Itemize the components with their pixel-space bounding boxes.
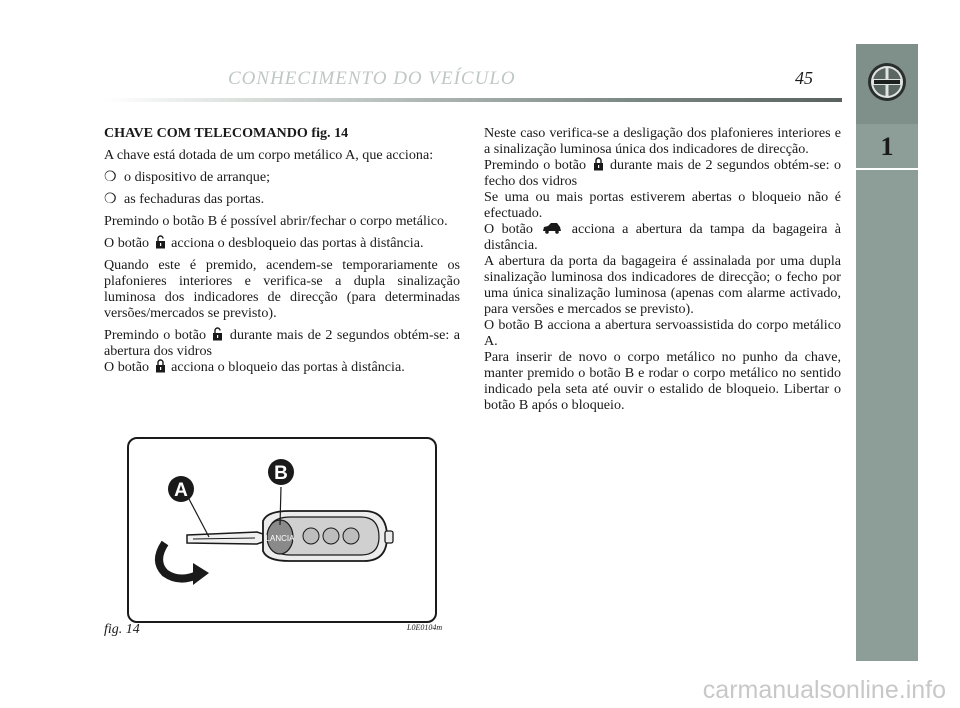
label-a: A bbox=[174, 480, 188, 501]
paragraph: Premindo o botão durante mais de 2 segundos obtém-se: a abertura dos vidros bbox=[104, 327, 460, 359]
label-b: B bbox=[274, 463, 288, 484]
bullet-item: ❍ o dispositivo de arranque; bbox=[104, 169, 270, 185]
section-title: CHAVE COM TELECOMANDO fig. 14 bbox=[104, 125, 349, 141]
chapter-sidebar bbox=[856, 44, 918, 661]
paragraph: Premindo o botão B é possível abrir/fechar o corpo metálico. bbox=[104, 213, 448, 229]
bullet-mark: ❍ bbox=[104, 191, 117, 207]
paragraph: Se uma ou mais portas estiverem abertas o bloqueio não é efectuado. bbox=[484, 189, 841, 221]
lock-icon bbox=[593, 157, 604, 171]
header-rule bbox=[104, 98, 842, 102]
unlock-icon bbox=[212, 327, 223, 341]
paragraph: Neste caso verifica-se a desligação dos plafonieres interiores e a sinalização luminosa única dos indicadores de direcção. bbox=[484, 125, 841, 157]
page-header-title: CONHECIMENTO DO VEÍCULO bbox=[228, 68, 516, 89]
paragraph: A abertura da porta da bagageira é assinalada por uma dupla sinalização luminosa dos indicadores de direcção; o fecho por uma única sinalização luminosa (apenas com alarme activado, para versões e mercados se previsto). bbox=[484, 253, 841, 317]
sidebar-logo-tab bbox=[856, 44, 918, 124]
lancia-logo-icon bbox=[867, 62, 907, 102]
bullet-mark: ❍ bbox=[104, 169, 117, 185]
paragraph: O botão acciona o desbloqueio das portas à distância. bbox=[104, 235, 424, 251]
figure-code: L0E0104m bbox=[407, 623, 443, 632]
paragraph: O botão acciona a abertura da tampa da bagageira à distância. bbox=[484, 221, 841, 253]
car-trunk-icon bbox=[542, 222, 562, 234]
sidebar-divider bbox=[856, 168, 918, 170]
paragraph: Quando este é premido, acendem-se temporariamente os plafonieres interiores e verifica-se a dupla sinalização luminosa dos indicadores de direcção (para determinadas versões/mercados se previsto). bbox=[104, 257, 460, 321]
svg-text:LANCIA: LANCIA bbox=[265, 534, 295, 543]
page-number: 45 bbox=[795, 68, 813, 88]
bullet-item: ❍ as fechaduras das portas. bbox=[104, 191, 265, 207]
right-column bbox=[484, 125, 841, 413]
paragraph: Para inserir de novo o corpo metálico no punho da chave, manter premido o botão B e rodar o corpo metálico no sentido indicado pela seta até ouvir o estalido de bloqueio. Libertar o botão B após o bloqueio. bbox=[484, 349, 841, 413]
intro-paragraph: A chave está dotada de um corpo metálico A, que acciona: bbox=[104, 147, 434, 163]
lock-icon bbox=[155, 359, 166, 373]
rotation-arrow-icon bbox=[159, 543, 209, 585]
key-figure bbox=[127, 437, 437, 623]
unlock-icon bbox=[155, 235, 166, 249]
paragraph: O botão acciona o bloqueio das portas à distância. bbox=[104, 359, 405, 375]
paragraph: Premindo o botão durante mais de 2 segundos obtém-se: o fecho dos vidros bbox=[484, 157, 841, 189]
key-illustration bbox=[129, 439, 435, 621]
fob-lock-button bbox=[323, 528, 339, 544]
leader-line-a bbox=[189, 499, 209, 537]
figure-caption: fig. 14 bbox=[104, 622, 140, 637]
footer-watermark: carmanualsonline.info bbox=[702, 676, 946, 704]
fob-trunk-button bbox=[343, 528, 359, 544]
fob-unlock-button bbox=[303, 528, 319, 544]
chapter-number: 1 bbox=[880, 132, 894, 161]
paragraph: O botão B acciona a abertura servoassistida do corpo metálico A. bbox=[484, 317, 841, 349]
left-column bbox=[104, 125, 460, 381]
